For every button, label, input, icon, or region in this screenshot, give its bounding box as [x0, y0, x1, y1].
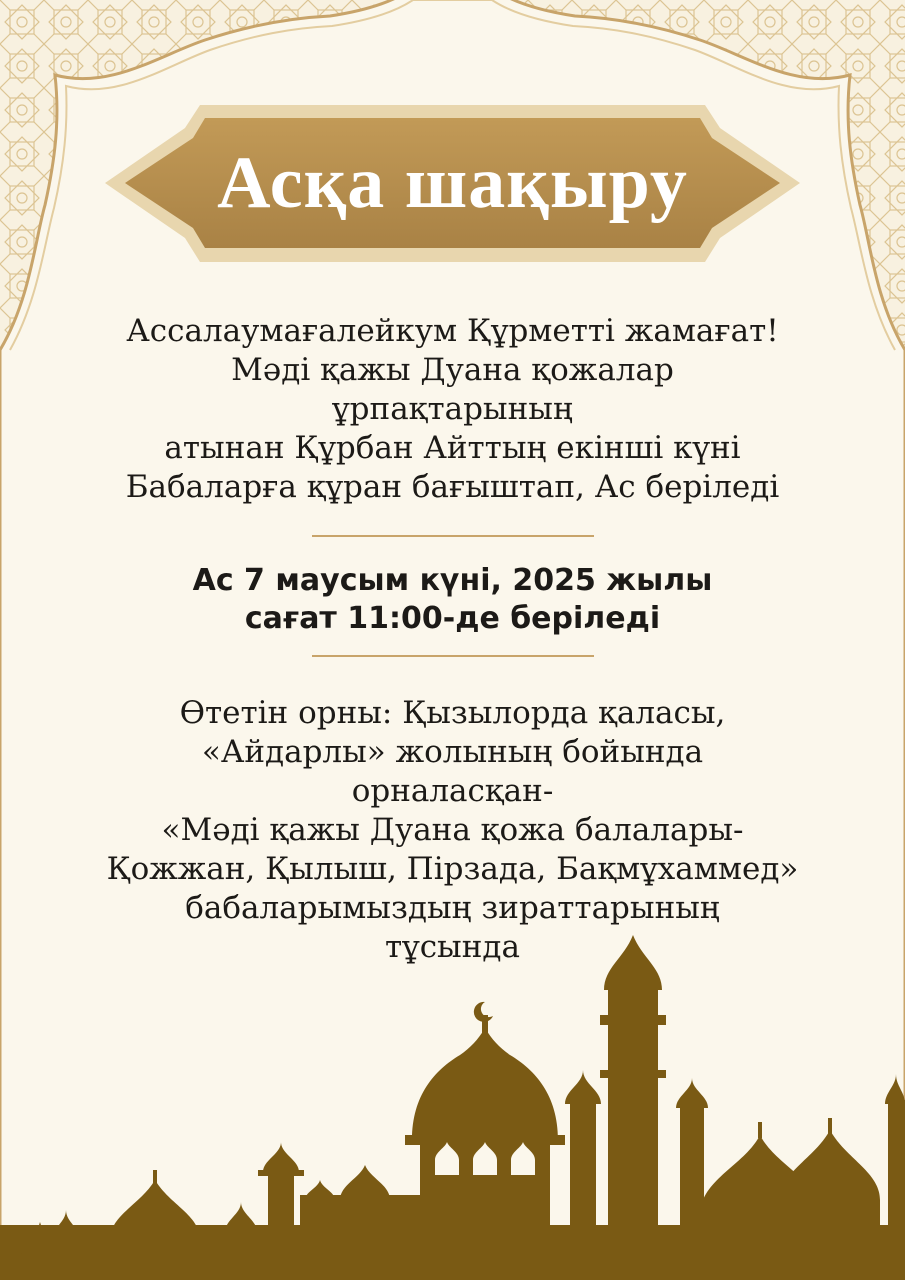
- venue-line: орналасқан-: [351, 773, 554, 809]
- venue-line: бабаларымыздың зираттарының: [185, 890, 720, 926]
- venue-line: Қожжан, Қылыш, Пірзада, Бақмұхаммед»: [106, 851, 799, 887]
- venue-line: «Айдарлы» жолының бойында: [201, 734, 704, 770]
- page-title: Асқа шақыру: [217, 141, 688, 224]
- greeting-line: ұрпақтарының: [332, 391, 573, 427]
- venue-line: Өтетін орны: Қызылорда қаласы,: [179, 695, 726, 731]
- date-line: сағат 11:00-де беріледі: [244, 601, 661, 636]
- greeting-line: атынан Құрбан Айттың екінші күні: [164, 430, 741, 466]
- greeting-line: Бабаларға құран бағыштап, Ас беріледі: [125, 469, 780, 505]
- divider-bottom: [312, 655, 594, 657]
- mosque-windows: [435, 1142, 535, 1175]
- greeting-line: Ассалаумағалейкум Құрметті жамағат!: [126, 313, 779, 349]
- divider-top: [312, 535, 594, 537]
- greeting-line: Мәді қажы Дуана қожалар: [231, 352, 674, 388]
- greeting-text: [0, 312, 905, 507]
- venue-line: «Мәді қажы Дуана қожа балалары-: [161, 812, 744, 848]
- venue-text: [0, 694, 905, 967]
- event-date: [0, 562, 905, 638]
- venue-line: тұсында: [385, 929, 520, 965]
- date-line: Ас 7 маусым күні, 2025 жылы: [192, 563, 713, 598]
